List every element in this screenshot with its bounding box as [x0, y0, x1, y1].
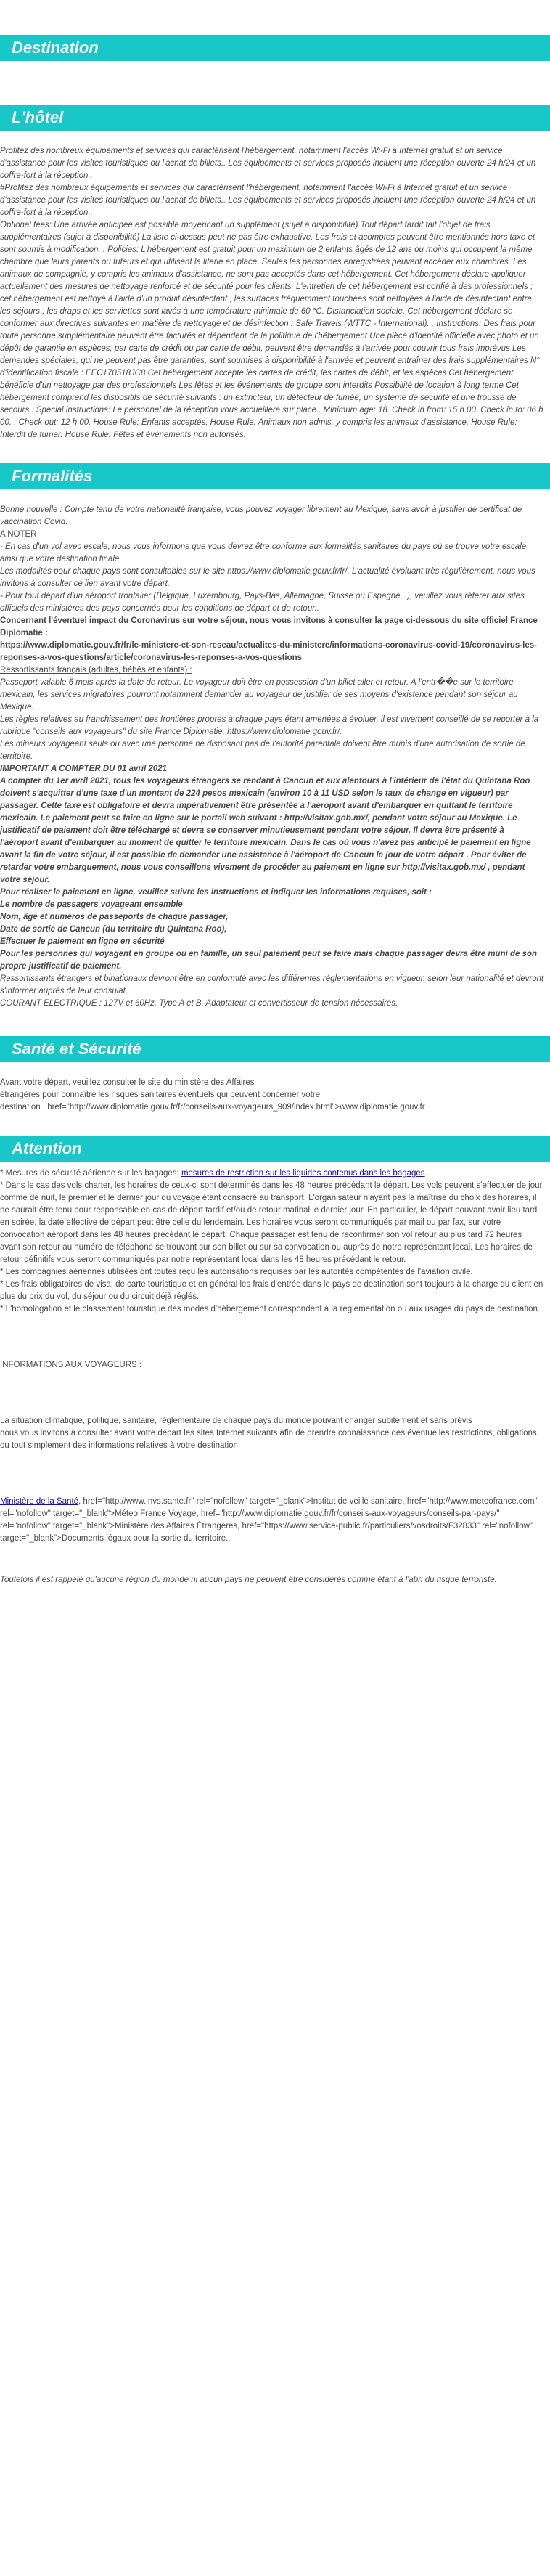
sante-line: destination : href="http://www.diplomatie.gouv.fr/fr/conseils-aux-voyageurs_909/index.html">www.diplomatie.gouv.fr — [0, 1103, 425, 1112]
paiement-line: Effectuer le paiement en ligne en sécurité — [0, 937, 165, 946]
formalites-intro: Bonne nouvelle : Compte tenu de votre nationalité française, vous pouvez voyager librement au Mexique, sans avoir à justifier de certificat de vaccination Covid. — [0, 505, 522, 526]
hotel-description — [0, 145, 547, 441]
frais-text: * Les frais obligatoires de visa, de carte touristique et en général les frais d'entrée dans le pays de destination sont toujours à la charge du client en plus du prix du vol, du séjour ou du circuit déjà réglés. — [0, 1280, 543, 1301]
formalites-content — [0, 504, 547, 1010]
infos-title: INFORMATIONS AUX VOYAGEURS : — [0, 1361, 142, 1369]
binationaux-text — [0, 973, 544, 998]
ministere-link[interactable]: Ministère de la Santé — [0, 1497, 79, 1506]
ministere-text — [0, 1496, 544, 1545]
a-noter-line: Les modalités pour chaque pays sont consultables sur le site https://www.diplomatie.gouv.fr/fr/. L'actualité évoluant très régulièrement, nous vous invitons à consulter ce lien avant votre départ. — [0, 567, 535, 588]
section-header-attention: Attention — [0, 1136, 550, 1162]
page — [0, 35, 550, 1586]
situation-line: nous vous invitons à consulter avant votre départ les sites Internet suivants afin de prendre connaissance des éventuelles restrictions, obligations ou tout simplement des informations relatives à votre destination. — [0, 1429, 537, 1450]
binationaux-rest: devront être en conformité avec les différentes réglementations en vigueur, selon leur nationalité et devront s'informer auprès de leur consulat. — [0, 974, 544, 995]
important-text: A compter du 1er avril 2021, tous les voyageurs étrangers se rendant à Cancun et aux alentours à l'intérieur de l'état du Quintana Roo doivent s'acquitter d'une taxe d'un montant de 224 pesos mexicain (environ 10 à 11 USD selon le taux de change en vigueur) par passager. Cette taxe est obligatoire et devra impérativement être présentée à l'aéroport avant d'embarquer en quittant le territoire mexicain. Le paiement peut se faire en ligne sur le portail web suivant : http://visitax.gob.mx/, pendant votre séjour au Mexique. Le justificatif de paiement doit être téléchargé et devra se conserver minutieusement pendant votre séjour. Il devra être présenté à l'aéroport avant d'embarquer au moment de quitter le territoire mexicain. Dans le cas où vous n'avez pas anticipé le paiement en ligne avant la fin de votre séjour, il est possible de demander une assistance à l'aéroport de Cancun le jour de votre départ . Pour éviter de retarder votre embarquement, nous vous conseillons vivement de procéder au paiement en ligne sur http://visitax.gob.mx/ , pendant votre séjour. — [0, 777, 531, 884]
mesures-prefix: * Mesures de sécurité aérienne sur les bagages: — [0, 1169, 181, 1178]
paiement-line: Nom, âge et numéros de passeports de chaque passager, — [0, 913, 229, 921]
a-noter-line: - Pour tout départ d'un aéroport frontalier (Belgique, Luxembourg, Pays-Bas, Allemagne, Suisse ou Espagne...), veuillez vous référer aux sites officiels des ministères des pays concernés pour les conditions de départ et de retour.. — [0, 592, 525, 613]
ministere-rest: , href="http://www.invs.sante.fr" rel="nofollow" target="_blank">Institut de veille sanitaire, href="http://www.meteofrance.com" rel="nofollow" target="_blank">Méteo France Voyage, href="http://www.diplomatie.gouv.fr/fr/conseils-aux-voyageurs/conseils-par-pays/" rel="nofollow" target="_blank">Ministère des Affaires Étrangères, href="https://www.service-public.fr/particuliers/vosdroits/F32833" rel="nofollow" target="_blank">Documents légaux pour la sortie du territoire. — [0, 1497, 538, 1543]
a-noter-line: - En cas d'un vol avec escale, nous vous informons que vous devrez être conforme aux formalités sanitaires du pays où se trouve votre escale ainsi que votre destination finale. — [0, 542, 527, 563]
sante-content — [0, 1077, 547, 1114]
mesures-link[interactable]: mesures de restriction sur les liquides contenus dans les bagages — [181, 1169, 425, 1178]
sante-line: étrangères pour connaître les risques sanitaires éventuels qui peuvent concerner votre — [0, 1091, 321, 1099]
sante-line: Avant votre départ, veuillez consulter le site du ministère des Affaires — [0, 1078, 255, 1087]
paiement-line: Date de sortie de Cancun (du territoire du Quintana Roo), — [0, 925, 227, 934]
section-header-destination: Destination — [0, 35, 550, 61]
ressortissants-title: Ressortissants français (adultes, bébés et enfants) : — [0, 666, 192, 674]
section-header-sante: Santé et Sécurité — [0, 1036, 550, 1062]
horaires-text: * Dans le cas des vols charter, les horaires de ceux-ci sont déterminés dans les 48 heures précédant le départ. Les vols peuvent s'effectuer de jour comme de nuit, le premier et le dernier jour du voyage étant consacré au transport. L'organisateur n'ayant pas la maîtrise du choix des horaires, il ne saurait être tenu pour responsable en cas de départ tardif et/ou de retour matinal le dernier jour. En particulier, le départ pouvant avoir lieu tard en soirée, la date effective de départ peut être celle du lendemain. Les horaires vous seront communiqués par mail ou par fax, sur votre convocation aéroport dans les 48 heures précédant le départ. Chaque passager est tenu de reconfirmer son vol retour au plus tard 72 heures avant son retour au numéro de téléphone se trouvant sur son billet ou sur sa convocation ou auprès de notre représentant local. Les horaires de retour définitifs vous seront communiqués par notre représentant local dans les 48 heures précédant le retour. — [0, 1181, 543, 1264]
hotel-text: Profitez des nombreux équipements et services qui caractérisent l'hébergement, notamment l'accès Wi-Fi à Internet gratuit et un service d'assistance pour les visites touristiques ou l'achat de billets.. Les équipements et services proposés incluent une réception ouverte 24 h/24 et un coffre-fort à la réception.. #Profitez des nombreux équipements et services qui caractérisent l'hébergement, notamment l'accès Wi-Fi à Internet gratuit et un service d'assistance pour les visites touristiques ou l'achat de billets.. Les équipements et services proposés incluent une réception ouverte 24 h/24 et un coffre-fort à la réception.. Optional fees: Une arrivée anticipée est possible moyennant un supplément (sujet à disponibilité) Tout départ tardif fait l'objet de frais supplémentaires (sujet à disponibilité) La liste ci-dessus peut ne pas être exhaustive. Les frais et acomptes peuvent être mentionnés hors taxe et sont soumis à modification. . Policies: L'hébergement est gratuit pour un maximum de 2 enfants âgés de 12 ans ou moins qui occupent la même chambre que leurs parents ou tuteurs et qui utilisent la literie en place. Seules les personnes enregistrées peuvent accéder aux chambres. Les animaux de compagnie, y compris les animaux d'assistance, ne sont pas acceptés dans cet hébergement. Cet hébergement déclare appliquer actuellement des mesures de nettoyage renforcé et de sécurité pour les clients. L'entretien de cet hébergement est confié à des professionnels ; cet hébergement est nettoyé à l'aide d'un produit désinfectant ; les surfaces fréquemment touchées sont nettoyées à l'aide de désinfectant entre les séjours ; les draps et les serviettes sont lavés à une température minimale de 60 °C. Distanciation sociale. Cet hébergement déclare se conformer aux directives suivantes en matière de nettoyage et de désinfection : Safe Travels (WTTC - International). . Instructions: Des frais pour toute personne supplémentaire peuvent être facturés et dépendent de la politique de l'hébergement Une pièce d'identité officielle avec photo et un dépôt de garantie en espèces, par carte de crédit ou par carte de débit, peuvent être demandés à l'arrivée pour couvrir tous frais imprévus Les demandes spéciales, qui ne peuvent pas être garanties, sont soumises à disponibilité à l'arrivée et peuvent entraîner des frais supplémentaires N° d'identification fiscale : EEC170518JC8 Cet hébergement accepte les cartes de crédit, les cartes de débit, et les espèces Cet hébergement bénéficie d'un nettoyage par des professionnels Les fêtes et les événements de groupe sont interdits Possibilité de location à long terme Cet hébergement comprend les dispositifs de sécurité suivants : un extincteur, un détecteur de fumée, un système de sécurité et une trousse de secours . Special instructions: Le personnel de la réception vous accueillera sur place.. Minimum age: 18. Check in from: 15 h 00. Check in to: 06 h 00. . Check out: 12 h 00. House Rule: Enfants acceptés. House Rule: Animaux non admis, y compris les animaux d'assistance. House Rule: Interdit de fumer. House Rule: Fêtes et événements non autorisés. — [0, 147, 543, 439]
section-header-hotel: L'hôtel — [0, 105, 550, 131]
situation-line: La situation climatique, politique, sanitaire, réglementaire de chaque pays du monde pouvant changer subitement et sans prévis — [0, 1417, 472, 1425]
compagnies-text: * Les compagnies aériennes utilisées ont toutes reçu les autorisations requises par les autorités compétentes de l'aviation civile. — [0, 1268, 473, 1276]
attention-content — [0, 1167, 547, 1586]
mesures-suffix: . — [424, 1169, 427, 1178]
footer-text: Toutefois il est rappelé qu'aucune région du monde ni aucun pays ne peuvent être considérés comme étant à l'abri du risque terroriste. — [0, 1576, 497, 1584]
homologation-text: * L'homologation et le classement touristique des modes d'hébergement correspondent à la réglementation ou aux usages du pays de destination. — [0, 1305, 541, 1313]
important-title: IMPORTANT A COMPTER DU 01 avril 2021 — [0, 765, 168, 773]
mineurs-text: Les mineurs voyageant seuls ou avec une personne ne disposant pas de l'autorité parentale doivent être munis d'une autorisation de sortie de territoire. — [0, 740, 525, 761]
paiement-line: Le nombre de passagers voyageant ensemble — [0, 900, 183, 909]
a-noter-title: A NOTER — [0, 530, 37, 539]
regles-text: Les règles relatives au franchissement des frontières propres à chaque pays étant amenées à évoluer, il est vivement conseillé de se reporter à la rubrique "conseils aux voyageurs" du site France Diplomatie, https://www.diplomatie.gouv.fr/. — [0, 715, 539, 736]
groupe-text: Pour les personnes qui voyagent en groupe ou en famille, un seul paiement peut se faire mais chaque passager devra être muni de son propre justificatif de paiement. — [0, 950, 538, 971]
passport-text: Passeport valable 6 mois après la date de retour. Le voyageur doit être en possession d'un billet aller et retour. A l'entr��e sur le territoire mexicain, les services migratoires pourront notamment demander au voyageur de justifier de ses moyens d'existence pendant son séjour au Mexique. — [0, 678, 518, 712]
courant-text: COURANT ELECTRIQUE : 127V et 60Hz. Type A et B. Adaptateur et convertisseur de tension nécessaires. — [0, 999, 398, 1008]
covid-link[interactable]: https://www.diplomatie.gouv.fr/fr/le-ministere-et-son-reseau/actualites-du-ministere/informations-coronavirus-covid-19/coronavirus-les-reponses-a-vos-questions/article/coronavirus-les-reponses-a-vos-questions — [0, 641, 537, 662]
mesures-text — [0, 1167, 544, 1180]
paiement-intro: Pour réaliser le paiement en ligne, veuillez suivre les instructions et indiquer les informations requises, soit : — [0, 888, 432, 897]
covid-notice: Concernant l'éventuel impact du Coronavirus sur votre séjour, nous vous invitons à consulter la page ci-dessous du site officiel France Diplomatie : — [0, 616, 538, 637]
section-header-formalites: Formalités — [0, 463, 550, 489]
binationaux-label: Ressortissants étrangers et binationaux — [0, 974, 147, 983]
